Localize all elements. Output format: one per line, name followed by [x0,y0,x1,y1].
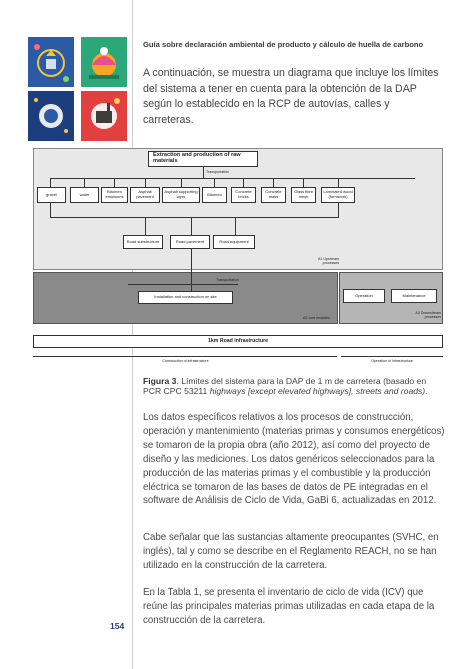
material-box: Asphalt pavement [130,187,160,203]
material-box: Glass fibre mesh [291,187,316,203]
cover-tile-recycle [28,37,74,87]
connector [84,178,85,187]
figure-caption [143,376,445,397]
maintenance-box: Maintenance [391,289,437,303]
recycle-icon [28,37,74,87]
connector [338,178,339,187]
connector [338,203,339,217]
connector [273,178,274,187]
construction-label: Construction of infrastructure [162,359,209,363]
connector [50,178,51,187]
caption-end: . [425,386,428,397]
core-label: A2 core modules [303,316,330,320]
cover-tile-earth [81,37,127,87]
running-header: Guía sobre declaración ambiental de producto y cálculo de huella de carbono [143,40,424,49]
paragraph: En la Tabla 1, se presenta el inventario de ciclo de vida (ICV) que reúne las principales materias primas utilizadas en cada etapa de la construcción de la carretera. [143,587,435,626]
upstream-label: A1 Upstream processes [318,257,339,265]
connector [191,217,192,235]
earth-icon [81,37,127,87]
connector [145,178,146,187]
material-box: Concrete bricks [231,187,256,203]
transport2-label: Transportation [216,278,240,282]
material-box: Bitumen emulsions [101,187,128,203]
cover-tile-factory [81,91,127,141]
connector [114,178,115,187]
connector [214,178,215,187]
operation-box: Operation [343,289,385,303]
connector [243,178,244,187]
caption-text: . Límites del sistema para la DAP de 1 m de carretera (basado en PCR CPC 53211 [143,376,427,397]
connector [50,178,415,179]
installation-box: Installation and construction on site [138,291,233,304]
connector [50,217,339,218]
material-box: Laminated wood (formwork) [321,187,355,203]
connector [50,203,51,217]
material-box: Asphalt supporting layer [162,187,200,203]
connector [191,249,192,291]
road-infrastructure-box: 1km Road infrastructure [33,335,443,348]
connector [181,178,182,187]
raw-materials-box: Extraction and production of raw materials [148,151,258,167]
arrow-line [33,356,337,357]
energy-icon [28,91,74,141]
arrow-line [341,356,443,357]
cover-tile-energy [28,91,74,141]
operation-infra-label: Operation of infrastructure [371,359,413,363]
material-box: water [70,187,99,203]
paragraph: Los datos específicos relativos a los procesos de construcción, operación y mantenimiento (materias primas y consumos energéticos) se tomaron de la propia obra (año 2012), así como del proyecto de diseño y las mediciones. Los datos genéricos seleccionados para la producción de las materias primas y el combustible y la producción eléctrica se tomaron de las bases de datos de PE integradas en el software de Análisis de Ciclo de Vida, GaBi 6, actualizadas en 2012. [143,412,445,507]
connector [203,167,204,178]
material-box: gravel [37,187,66,203]
paragraph: Cabe señalar que las sustancias altamente preocupantes (SVHC, en inglés), tal y como se describe en el Reglamento REACH, no se han utilizado en la construcción de la carretera. [143,532,439,571]
page-number: 154 [110,621,125,631]
caption-italic: highways [except elevated highways], streets and roads) [209,386,426,397]
system-boundary-diagram [33,148,443,373]
connector [235,217,236,235]
connector [145,217,146,235]
road-substructure-box: Road substructure [123,235,163,249]
material-box: Concrete mass [261,187,286,203]
material-box: Bitumen [202,187,227,203]
intro-paragraph: A continuación, se muestra un diagrama que incluye los límites del sistema a tener en cuenta para la obtención de la DAP según lo establecido en la RCP de autovías, calles y carreteras. [143,67,439,126]
downstream-label: A3 Downstream processes [415,311,441,319]
connector [128,284,238,285]
figure-label: Figura 3 [143,376,177,386]
factory-icon [81,91,127,141]
transport-label: Transportation [206,170,230,174]
road-equipment-box: Road equipment [213,235,255,249]
road-pavement-box: Road pavement [170,235,210,249]
connector [303,178,304,187]
